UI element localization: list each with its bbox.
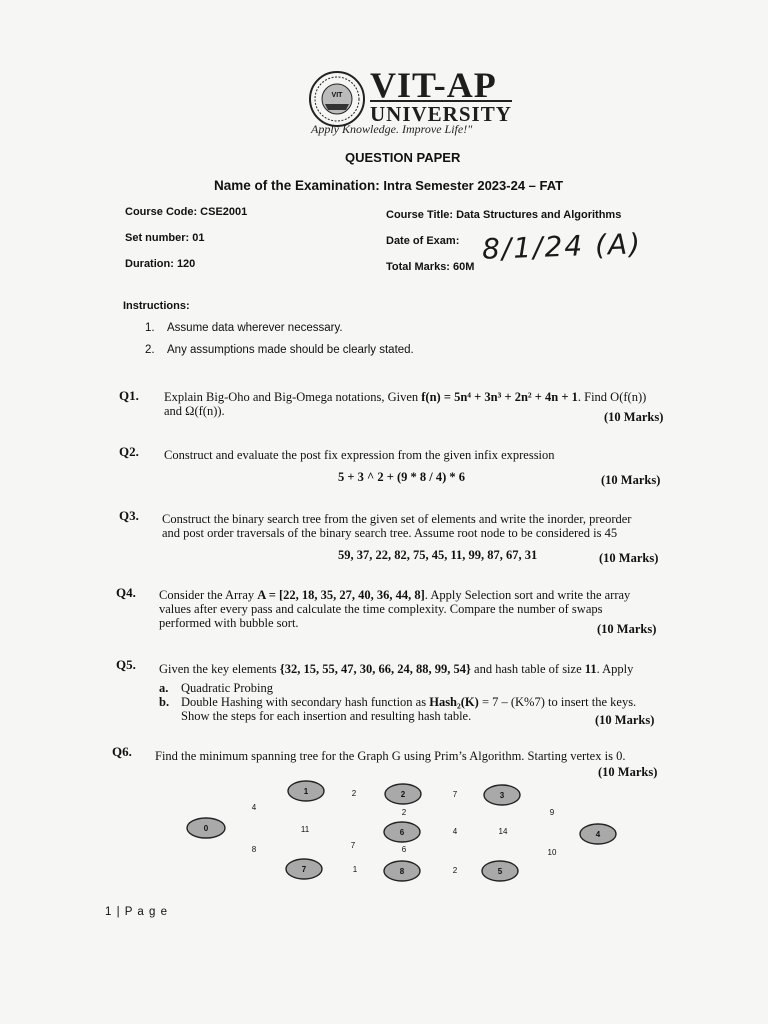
q5-sub-a: a. Quadratic Probing [159, 681, 273, 695]
q5-sub-b-line2: Show the steps for each insertion and resulting hash table. [181, 709, 472, 723]
q5-sub-b: b. Double Hashing with secondary hash function as Hash₂(K) = 7 – (K%7) to insert the keys. [159, 695, 637, 709]
q5-number: Q5. [116, 657, 136, 672]
course-code: Course Code: CSE2001 [125, 206, 248, 218]
q3-number: Q3. [119, 508, 139, 523]
brand-name: VIT-AP [370, 65, 497, 105]
q1-marks: (10 Marks) [604, 410, 664, 424]
graph-edge-weight: 6 [401, 845, 407, 854]
graph-edge-weight: 4 [251, 803, 257, 812]
q3-elements: 59, 37, 22, 82, 75, 45, 11, 99, 87, 67, 31 [338, 548, 538, 562]
brand-subtitle: UNIVERSITY [370, 102, 512, 126]
graph-edge-weight: 7 [452, 790, 458, 799]
graph-edge-weight: 4 [452, 827, 458, 836]
graph-edge-weight: 9 [549, 808, 555, 817]
seal-text: VIT [331, 92, 343, 99]
graph-edge-weight: 14 [498, 827, 508, 836]
graph-edge-weight: 2 [452, 866, 458, 875]
instructions-heading: Instructions: [123, 300, 190, 312]
graph-node-label: 2 [400, 790, 406, 799]
graph-node-label: 3 [499, 791, 505, 800]
graph-node-label: 8 [399, 867, 405, 876]
q6-marks: (10 Marks) [598, 765, 658, 779]
brand-tagline: Apply Knowledge. Improve Life!" [311, 122, 473, 136]
q1-text: Explain Big-Oho and Big-Omega notations, Given f(n) = 5n⁴ + 3n³ + 2n² + 4n + 1. Find O(f(n)) and Ω(f(n)). [164, 390, 647, 418]
graph-node-label: 5 [497, 867, 503, 876]
q6-number: Q6. [112, 744, 132, 759]
q2-marks: (10 Marks) [601, 473, 661, 487]
q1-number: Q1. [119, 388, 139, 403]
page-title: QUESTION PAPER [345, 150, 461, 165]
graph-node-label: 1 [303, 787, 309, 796]
q5-marks: (10 Marks) [595, 713, 655, 727]
course-title: Course Title: Data Structures and Algorithms [386, 209, 622, 221]
q3-text: Construct the binary search tree from the given set of elements and write the inorder, preorder and post order traversals of the binary search tree. Assume root node to be considered is 45 [162, 512, 632, 540]
graph-node-label: 7 [301, 865, 307, 874]
q2-expression: 5 + 3 ^ 2 + (9 * 8 / 4) * 6 [338, 470, 466, 484]
page-footer: 1 | P a g e [105, 906, 169, 918]
q4-marks: (10 Marks) [597, 622, 657, 636]
q6-text: Find the minimum spanning tree for the Graph G using Prim’s Algorithm. Starting vertex is 0. [155, 749, 626, 763]
q4-number: Q4. [116, 585, 136, 600]
date-label: Date of Exam: [386, 235, 460, 247]
graph-edge-weight: 7 [350, 841, 356, 850]
handwritten-date: 8/1/24 (A) [481, 227, 643, 266]
exam-name-label: Name of the Examination: [214, 178, 380, 193]
exam-name-value: Intra Semester 2023-24 – FAT [383, 178, 564, 193]
instruction-item: 1. Assume data wherever necessary. [145, 322, 343, 334]
q4-text: Consider the Array A = [22, 18, 35, 27, 40, 36, 44, 8]. Apply Selection sort and write the array values after every pass and calculate the time complexity. Compare the number of swaps performed with bubble sort. [159, 588, 631, 630]
q2-number: Q2. [119, 444, 139, 459]
graph-node-label: 6 [399, 828, 405, 837]
graph-edge-weight: 8 [251, 845, 257, 854]
set-number: Set number: 01 [125, 232, 205, 244]
total-marks: Total Marks: 60M [386, 261, 475, 273]
q3-marks: (10 Marks) [599, 551, 659, 565]
graph-edge-weight: 2 [351, 789, 357, 798]
duration: Duration: 120 [125, 258, 196, 270]
graph-node-label: 0 [203, 824, 209, 833]
graph-node-label: 4 [595, 830, 601, 839]
q2-text: Construct and evaluate the post fix expression from the given infix expression [164, 448, 555, 462]
graph-edge-weight: 2 [401, 808, 407, 817]
graph-edge-weight: 10 [547, 848, 557, 857]
instruction-item: 2. Any assumptions made should be clearly stated. [145, 344, 414, 356]
graph-edge-weight: 1 [352, 865, 358, 874]
graph-edge-weight: 11 [300, 825, 310, 834]
q5-text: Given the key elements {32, 15, 55, 47, 30, 66, 24, 88, 99, 54} and hash table of size 11. Apply [159, 662, 634, 676]
